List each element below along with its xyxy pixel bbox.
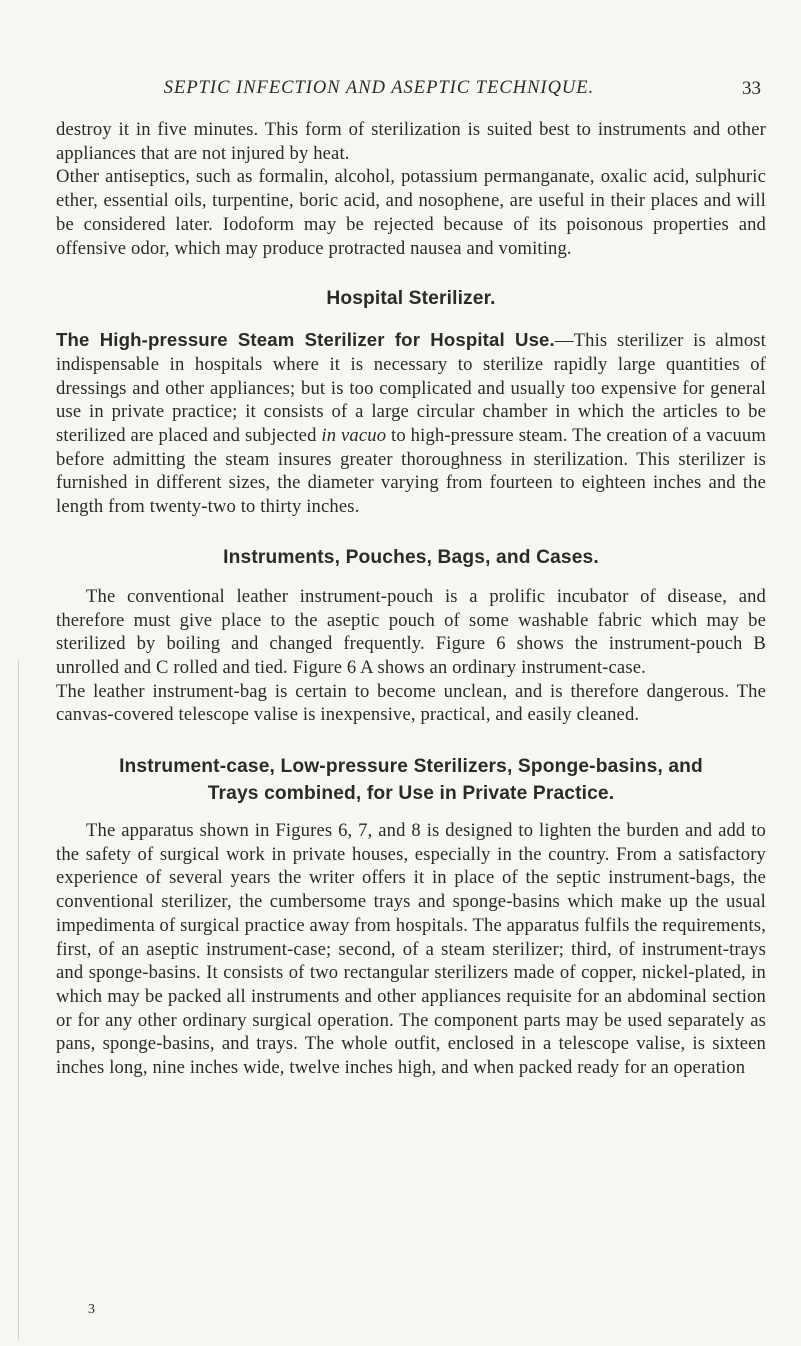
- body-text: [56, 118, 766, 1080]
- heading-line-1: Instrument-case, Low-pressure Sterilizers, Sponge-basins, and: [119, 756, 703, 778]
- running-head: SEPTIC INFECTION AND ASEPTIC TECHNIQUE.: [163, 78, 595, 98]
- italic-in-vacuo: in vacuo: [321, 425, 387, 447]
- intro-paragraph-1: destroy it in five minutes. This form of sterilization is suited best to instruments and other appliances that are not injured by heat.: [56, 119, 766, 164]
- pouches-paragraph: The conventional leather instrument-pouch is a prolific incubator of disease, and therefore must give place to the aseptic pouch of some washable fabric which may be sterilized by boiling and changed frequently. Figure 6 shows the instrument-pouch B unrolled and C rolled and tied. Figure 6 A shows an ordinary instrument-case.: [56, 585, 766, 678]
- heading-hospital-sterilizer: Hospital Sterilizer.: [326, 288, 496, 310]
- page-edge-shadow: [18, 660, 19, 1340]
- text-before-italic: —This sterilizer is almost indispensable in hospitals where it is necessary to sterilize rapidly large quantities of dressings and other appliances; but is too complicated and usually too expensive for general use in private practice; it consists of a large circular chamber in which the articles to be sterilized are placed and subjected: [56, 330, 766, 447]
- heading-instruments-pouches: Instruments, Pouches, Bags, and Cases.: [223, 546, 599, 568]
- intro-paragraph-2: Other antiseptics, such as formalin, alcohol, potassium permanganate, oxalic acid, sulphuric ether, essential oils, turpentine, boric acid, and nosophene, are useful in their places and will be considered later. Iodoform may be rejected because of its poisonous properties and offensive odor, which may produce protracted nausea and vomiting.: [56, 166, 766, 259]
- heading-instrument-case-combined: [56, 753, 766, 807]
- hospital-sterilizer-paragraph: [56, 328, 766, 519]
- page-number: 33: [742, 78, 761, 99]
- text-after-italic: to high-pressure steam. The creation of a vacuum before admitting the steam insures greater thoroughness in sterilization. This sterilizer is furnished in different sizes, the diameter varying from fourteen to eighteen inches and the length from twenty-two to thirty inches.: [56, 425, 766, 518]
- signature-mark: 3: [88, 1302, 95, 1317]
- apparatus-paragraph: The apparatus shown in Figures 6, 7, and 8 is designed to lighten the burden and add to the safety of surgical work in private houses, especially in the country. From a satisfactory experience of several years the writer offers it in place of the septic instrument-bags, the conventional sterilizer, the cumbersome trays and sponge-basins which make up the usual impedimenta of surgical practice away from hospitals. The apparatus fulfils the requirements, first, of an aseptic instrument-case; second, of a steam sterilizer; third, of instrument-trays and sponge-basins. It consists of two rectangular sterilizers made of copper, nickel-plated, in which may be packed all instruments and other appliances requisite for an abdominal section or for any other ordinary surgical operation. The component parts may be used separately as pans, sponge-basins, and trays. The whole outfit, enclosed in a telescope valise, is sixteen inches long, nine inches wide, twelve inches high, and when packed ready for an operation: [56, 820, 766, 1079]
- heading-line-2: Trays combined, for Use in Private Practice.: [207, 783, 615, 805]
- runin-heading-high-pressure: The High-pressure Steam Sterilizer for Hospital Use.: [56, 329, 555, 351]
- bag-paragraph: The leather instrument-bag is certain to become unclean, and is therefore dangerous. The canvas-covered telescope valise is inexpensive, practical, and easily cleaned.: [56, 680, 766, 726]
